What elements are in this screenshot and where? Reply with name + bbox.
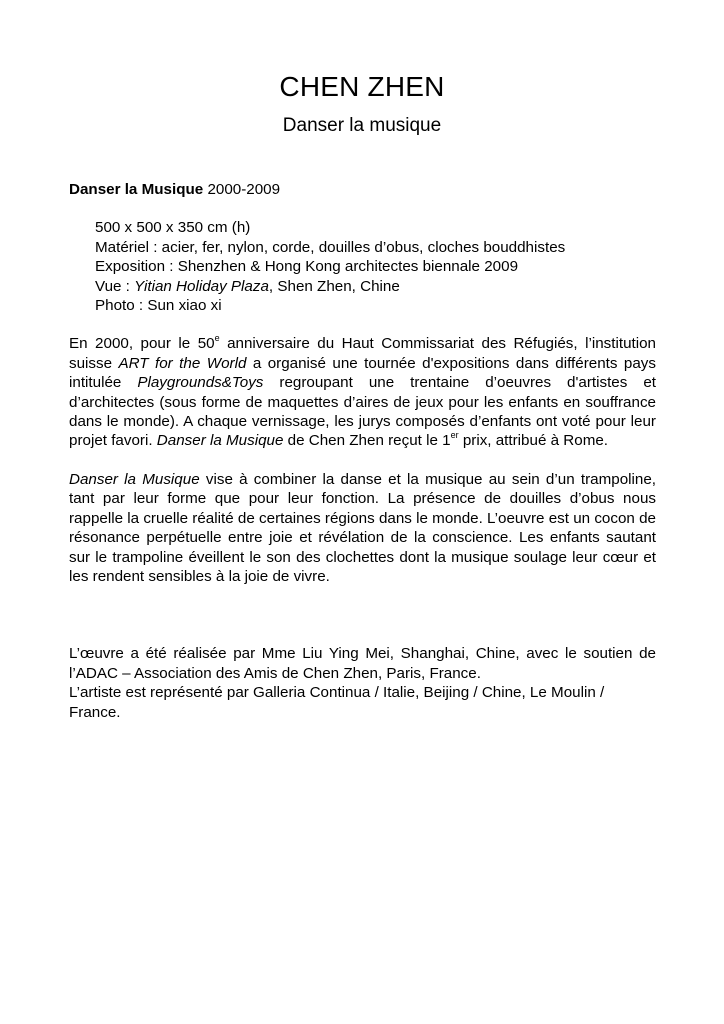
history-work-title: Danser la Musique bbox=[156, 432, 284, 450]
page-subtitle: Danser la musique bbox=[282, 115, 442, 136]
history-ordinal-2: er bbox=[450, 430, 459, 441]
history-text-2: anniversaire du Haut Commissariat des Réfugiés, l’institution suisse bbox=[69, 335, 657, 372]
work-view-suffix: , Shen Zhen, Chine bbox=[268, 277, 400, 295]
work-exhibition: Exposition : Shenzhen & Hong Kong architectes biennale 2009 bbox=[95, 258, 519, 276]
history-text-6: prix, attribué à Rome. bbox=[458, 432, 609, 450]
work-photo: Photo : Sun xiao xi bbox=[95, 297, 222, 315]
description-text: vise à combiner la danse et la musique au sein d’un trampoline, tant par leur forme que pour leur fonction. La présence de douilles d’obus nous rappelle la cruelle réalité de certaines régions dans le monde. L’oeuvre est un cocon de résonance perpétuelle entre joie et révélation de la conscience. Les enfants sautant sur le trampoline éveillent le son des clochettes dont la musique soulage leur cœur et les rendent sensibles à la joie de vivre. bbox=[69, 470, 657, 585]
work-years: 2000-2009 bbox=[207, 181, 281, 198]
work-view-place: Yitian Holiday Plaza bbox=[134, 277, 269, 295]
history-paragraph bbox=[69, 334, 656, 450]
page-title: CHEN ZHEN bbox=[279, 71, 445, 102]
history-ordinal-1: e bbox=[214, 333, 220, 344]
document-body bbox=[69, 180, 656, 722]
credits-realisation: L’œuvre a été réalisée par Mme Liu Ying Mei, Shanghai, Chine, avec le soutien de l’ADAC – Association des Amis de Chen Zhen, Paris, France. bbox=[69, 645, 656, 682]
description-paragraph bbox=[69, 470, 656, 586]
history-text-4: regroupant une trentaine d’oeuvres d'artistes et d’architectes (sous forme de maquettes d’aires de jeux pour les enfants en souffrance dans le monde). A chaque vernissage, les jurys composés d’enfants ont voté pour leur projet favori. bbox=[69, 374, 656, 450]
history-text-5: de Chen Zhen reçut le 1 bbox=[283, 432, 451, 450]
work-name: Danser la Musique bbox=[69, 181, 204, 198]
work-heading bbox=[69, 180, 656, 199]
history-text-3: a organisé une tournée d'expositions dans différents pays intitulée bbox=[69, 354, 656, 392]
description-work-title: Danser la Musique bbox=[69, 470, 200, 488]
work-view bbox=[95, 277, 656, 296]
credits-representation: L’artiste est représenté par Galleria Continua / Italie, Beijing / Chine, Le Moulin / France. bbox=[69, 684, 605, 721]
work-view-prefix: Vue : bbox=[95, 277, 135, 295]
work-dimensions: 500 x 500 x 350 cm (h) bbox=[95, 219, 251, 237]
history-exhibition-title: Playgrounds&Toys bbox=[137, 374, 264, 392]
history-institution: ART for the World bbox=[118, 354, 247, 372]
work-material: Matériel : acier, fer, nylon, corde, douilles d’obus, cloches bouddhistes bbox=[95, 238, 566, 256]
history-text-1: En 2000, pour le 50 bbox=[69, 335, 215, 353]
work-details bbox=[95, 218, 656, 315]
